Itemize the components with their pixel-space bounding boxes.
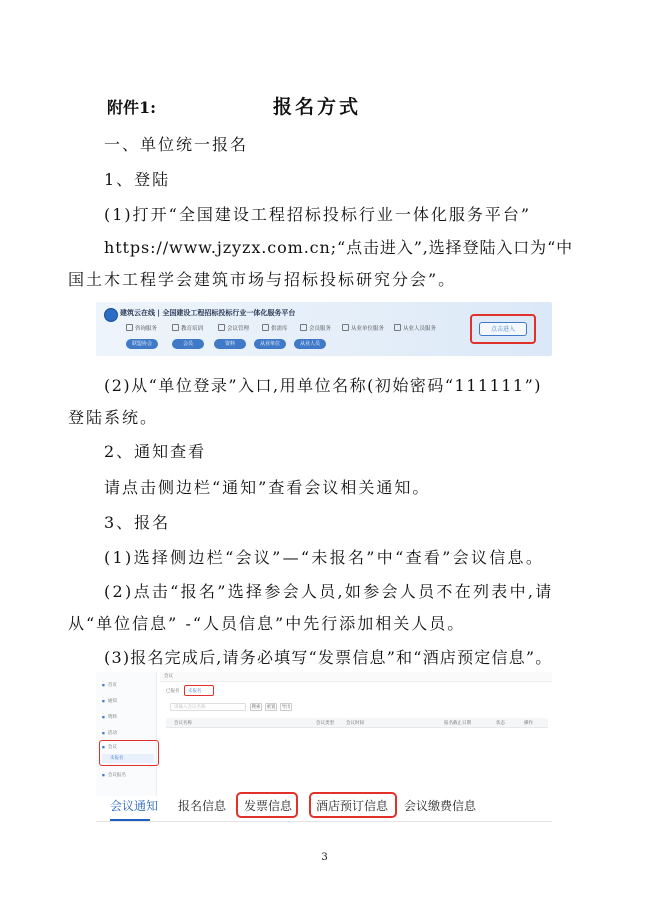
paragraph: 国土木工程学会建筑市场与招标投标研究分会”。	[68, 270, 457, 289]
platform-logo-icon	[104, 308, 118, 322]
platform-banner-screenshot	[96, 302, 552, 356]
step-2-heading: 2、通知查看	[104, 442, 207, 461]
banner-pill[interactable]: 从业人员	[294, 339, 326, 349]
banner-pill[interactable]: 从业单位	[254, 339, 286, 349]
banner-service-item[interactable]: 会议管理	[218, 324, 249, 332]
banner-service-item[interactable]: 会员服务	[300, 324, 331, 332]
paragraph: (2)点击“报名”选择参会人员,如参会人员不在列表中,请	[104, 582, 554, 601]
section-1-heading: 一、单位统一报名	[104, 135, 249, 154]
search-input[interactable]: 请输入会议名称	[170, 703, 246, 711]
highlight-box	[184, 685, 214, 696]
tab-hotel-booking-info[interactable]: 酒店预订信息	[316, 799, 389, 813]
paragraph: 请点击侧边栏“通知”查看会议相关通知。	[104, 478, 431, 497]
banner-service-item[interactable]: 从业人员服务	[394, 324, 436, 332]
export-button[interactable]: 导出	[281, 705, 291, 710]
column-header: 会议名称	[174, 721, 192, 726]
column-header: 操作	[524, 721, 533, 726]
table-header	[166, 718, 548, 728]
tab-registered[interactable]: 已报名	[166, 689, 180, 694]
tab-unregistered[interactable]: 未报名	[188, 689, 202, 694]
sidebar	[96, 672, 157, 796]
tab-registration-info[interactable]: 报名信息	[178, 799, 227, 813]
meeting-ui-screenshot	[96, 672, 552, 796]
page-number: 3	[321, 852, 328, 863]
panel-header	[160, 672, 552, 682]
paragraph: (2)从“单位登录”入口,用单位名称(初始密码“111111”)	[104, 376, 543, 395]
banner-service-item[interactable]: 教育培训	[172, 324, 203, 332]
banner-service-item[interactable]: 从业单位服务	[342, 324, 384, 332]
tab-invoice-info[interactable]: 发票信息	[244, 799, 293, 813]
tab-meeting-notice[interactable]: 会议通知	[110, 799, 159, 813]
column-header: 状态	[496, 721, 505, 726]
paragraph: 从“单位信息” -“人员信息”中先行添加相关人员。	[68, 614, 466, 633]
step-3-heading: 3、报名	[104, 513, 171, 532]
reset-button[interactable]: 重置	[266, 705, 276, 710]
paragraph: https://www.jzyzx.com.cn;“点击进入”,选择登陆入口为“中	[104, 238, 574, 257]
banner-service-item[interactable]: 咨询服务	[126, 324, 157, 332]
banner-pill[interactable]: 联盟协会	[126, 339, 158, 349]
column-header: 报名截止日期	[444, 721, 471, 726]
enter-button[interactable]: 点击进入	[479, 322, 527, 336]
highlight-box	[99, 740, 159, 766]
attachment-label: 附件1:	[107, 98, 157, 117]
sidebar-item-activity[interactable]: ■ 活动	[102, 730, 117, 736]
step-1-heading: 1、登陆	[104, 170, 171, 189]
sidebar-item-registration[interactable]: ■ 会议报名	[102, 772, 126, 778]
paragraph: (3)报名完成后,请务必填写“发票信息”和“酒店预定信息”。	[104, 648, 553, 667]
meeting-main-panel	[160, 672, 552, 796]
sidebar-item-docs[interactable]: ■ 资料	[102, 714, 117, 720]
tab-fee-payment-info[interactable]: 会议缴费信息	[404, 799, 477, 813]
banner-pill[interactable]: 资料	[214, 339, 246, 349]
column-header: 会议类型	[316, 721, 334, 726]
paragraph: (1)选择侧边栏“会议”—“未报名”中“查看”会议信息。	[104, 548, 545, 567]
search-button[interactable]: 搜索	[251, 705, 261, 710]
paragraph: 登陆系统。	[68, 408, 159, 427]
banner-service-item[interactable]: 供需库	[262, 324, 288, 332]
sidebar-sub-unregistered[interactable]: 未报名	[102, 754, 154, 763]
banner-title: 建筑云在线 | 全国建设工程招标投标行业一体化服务平台	[120, 309, 296, 317]
paragraph: (1)打开“全国建设工程招标投标行业一体化服务平台”	[104, 205, 532, 224]
column-header: 会议时间	[346, 721, 364, 726]
sidebar-item-notice[interactable]: ■ 通知	[102, 698, 117, 704]
meeting-tabbar	[96, 790, 552, 824]
sidebar-item-home[interactable]: ■ 首页	[102, 682, 117, 688]
page-title: 报名方式	[273, 96, 362, 118]
sidebar-item-meeting[interactable]: ■ 会议	[102, 744, 117, 750]
banner-pill[interactable]: 会员	[172, 339, 204, 349]
tab-divider	[96, 821, 552, 822]
panel-header-title: 会议	[164, 674, 173, 679]
